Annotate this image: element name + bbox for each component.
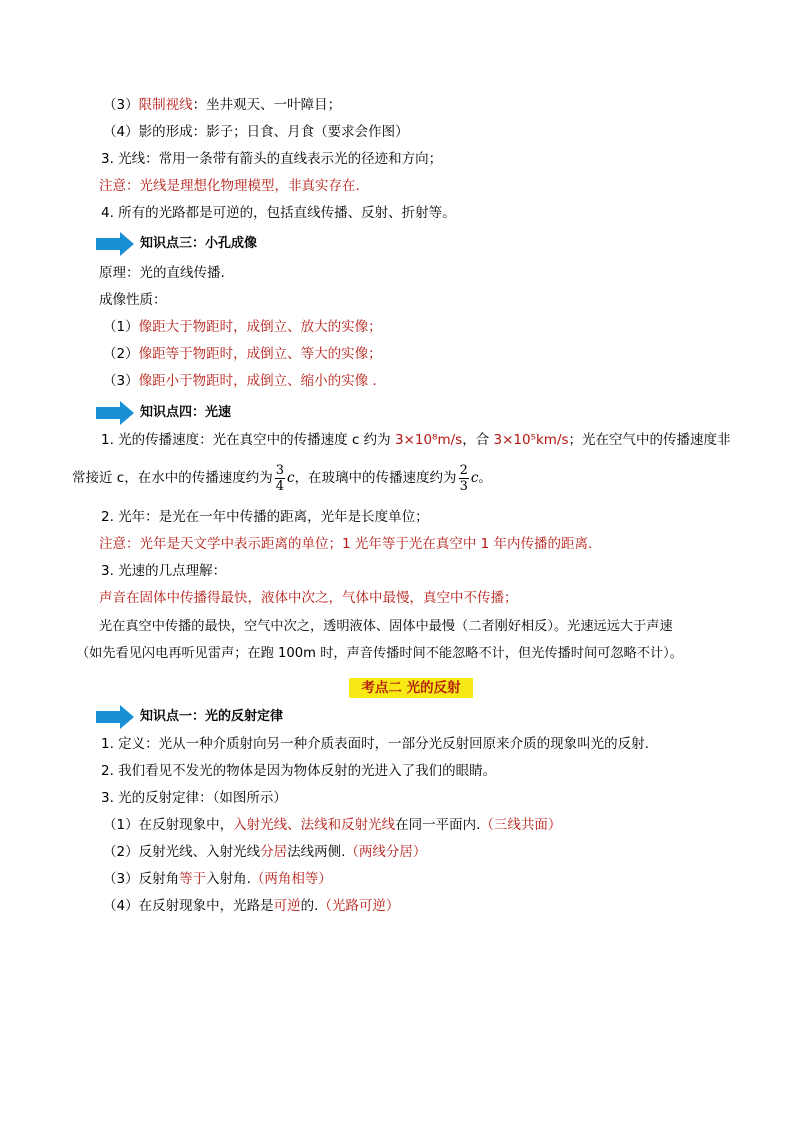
text-line: （1）在反射现象中，入射光线、法线和反射光线在同一平面内.（三线共面） — [103, 817, 562, 833]
text-line: （如先看见闪电再听见雷声；在跑 100m 时，声音传播时间不能忽略不计，但光传播时间可忽略不计）。 — [76, 646, 683, 661]
heading-text: 知识点四：光速 — [140, 405, 232, 420]
text-line: （1）像距大于物距时，成倒立、放大的实像； — [103, 319, 382, 335]
arrow-right-icon — [96, 232, 134, 256]
text-line: 3. 光速的几点理解： — [101, 563, 227, 579]
note-line: 声音在固体中传播得最快，液体中次之，气体中最慢，真空中不传播； — [99, 590, 518, 606]
text-line: （3）反射角等于入射角.（两角相等） — [103, 871, 332, 887]
fraction: $\frac{3}{4}$ — [275, 462, 284, 494]
note-line: 注意：光线是理想化物理模型，非真实存在. — [99, 178, 360, 194]
arrow-right-icon — [96, 705, 134, 729]
text-line: （3）像距小于物距时，成倒立、缩小的实像 . — [103, 373, 377, 389]
fraction: $\frac{2}{3}$ — [459, 462, 468, 494]
text-line: 成像性质： — [99, 292, 167, 308]
text-line: 1. 定义：光从一种介质射向另一种介质表面时，一部分光反射回原来介质的现象叫光的反射. — [101, 736, 649, 752]
section-title: 考点二 光的反射 — [349, 678, 473, 698]
heading-text: 知识点三：小孔成像 — [140, 236, 258, 251]
text-line: （4）影的形成：影子；日食、月食（要求会作图） — [103, 124, 409, 140]
text-line: 4. 所有的光路都是可逆的，包括直线传播、反射、折射等。 — [101, 205, 456, 221]
text-line: （3）限制视线：坐井观天、一叶障目； — [103, 97, 342, 113]
text-line: 1. 光的传播速度：光在真空中的传播速度 c 约为 3×10⁸m/s，合 3×10⁵km/s；光在空气中的传播速度非 — [101, 432, 731, 448]
text-line: 2. 我们看见不发光的物体是因为物体反射的光进入了我们的眼睛。 — [101, 763, 497, 779]
text-line: 原理：光的直线传播. — [99, 265, 225, 281]
text-line: （2）像距等于物距时，成倒立、等大的实像； — [103, 346, 382, 362]
text-line: （4）在反射现象中，光路是可逆的.（光路可逆） — [103, 898, 400, 914]
text-line: 2. 光年：是光在一年中传播的距离，光年是长度单位； — [101, 509, 429, 525]
arrow-right-icon — [96, 401, 134, 425]
text-line: 3. 光线：常用一条带有箭头的直线表示光的径迹和方向； — [101, 151, 443, 167]
text-line: 3. 光的反射定律：（如图所示） — [101, 790, 287, 806]
note-line: 注意：光年是天文学中表示距离的单位；1 光年等于光在真空中 1 年内传播的距离. — [99, 536, 593, 552]
text-line: （2）反射光线、入射光线分居法线两侧.（两线分居） — [103, 844, 427, 860]
text-line: 光在真空中传播的最快，空气中次之，透明液体、固体中最慢（二者刚好相反）。光速远远大于声速 — [99, 619, 673, 634]
text-line: 常接近 c，在水中的传播速度约为 $\frac{3}{4}$ c，在玻璃中的传播速度约为 $\frac{2}{3}$ c。 — [72, 462, 492, 494]
heading-text: 知识点一：光的反射定律 — [140, 709, 284, 724]
